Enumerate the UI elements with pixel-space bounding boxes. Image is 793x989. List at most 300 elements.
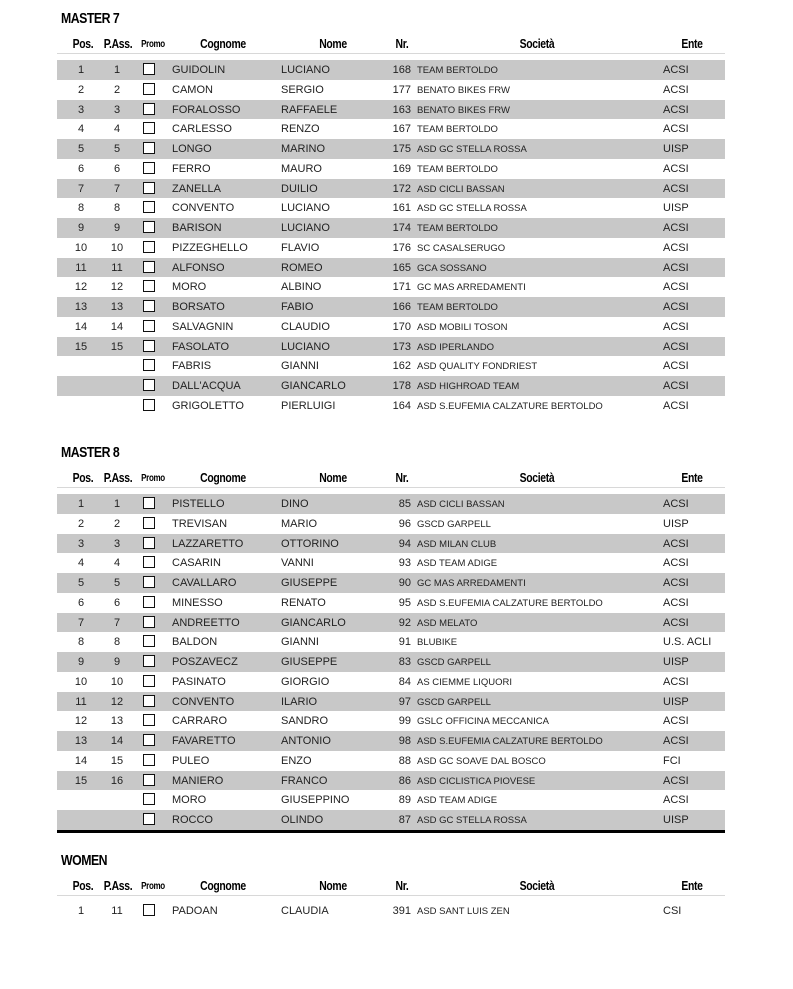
- societa-cell: ASD GC SOAVE DAL BOSCO: [417, 755, 546, 767]
- pos-cell: 1: [77, 498, 85, 510]
- societa-cell: ASD SANT LUIS ZEN: [417, 906, 510, 917]
- societa-cell: ASD TEAM ADIGE: [417, 795, 498, 807]
- promo-checkbox[interactable]: [143, 655, 155, 667]
- societa-cell: TEAM BERTOLDO: [417, 302, 498, 313]
- pos-cell: 13: [74, 301, 88, 313]
- header-pos: Pos.: [72, 36, 94, 51]
- societa-cell: ASD S.EUFEMIA CALZATURE BERTOLDO: [417, 736, 603, 747]
- cognome-cell: POSZAVECZ: [172, 656, 238, 668]
- cognome-cell: MORO: [172, 281, 207, 294]
- cognome-cell: LONGO: [172, 143, 212, 155]
- ente-cell: UISP: [663, 143, 689, 155]
- promo-checkbox[interactable]: [143, 103, 155, 115]
- pos-cell: 3: [77, 103, 85, 116]
- nome-cell: FRANCO: [281, 774, 328, 787]
- promo-checkbox[interactable]: [143, 320, 155, 332]
- pass-cell: 4: [113, 557, 121, 570]
- nr-cell: 95: [398, 596, 411, 609]
- promo-checkbox[interactable]: [143, 399, 155, 411]
- ente-cell: ACSI: [663, 360, 689, 373]
- promo-checkbox[interactable]: [143, 754, 155, 766]
- societa-cell: GC MAS ARREDAMENTI: [417, 282, 526, 294]
- societa-cell: ASD GC STELLA ROSSA: [417, 815, 527, 826]
- pos-cell: 7: [77, 616, 85, 629]
- promo-checkbox[interactable]: [143, 793, 155, 805]
- nome-cell: GIORGIO: [281, 675, 330, 688]
- societa-cell: ASD CICLI BASSAN: [417, 499, 505, 510]
- societa-cell: GSLC OFFICINA MECCANICA: [417, 716, 549, 728]
- promo-checkbox[interactable]: [143, 813, 155, 825]
- promo-checkbox[interactable]: [143, 556, 155, 568]
- nr-cell: 96: [398, 517, 411, 530]
- promo-checkbox[interactable]: [143, 261, 155, 273]
- societa-cell: ASD QUALITY FONDRIEST: [417, 361, 538, 373]
- ente-cell: ACSI: [663, 794, 689, 807]
- nome-cell: ROMEO: [281, 261, 323, 274]
- ente-cell: UISP: [663, 814, 689, 826]
- table-row: [57, 593, 725, 613]
- ente-cell: ACSI: [663, 320, 689, 333]
- promo-checkbox[interactable]: [143, 714, 155, 726]
- pass-cell: 1: [113, 498, 121, 510]
- nome-cell: LUCIANO: [281, 202, 330, 215]
- promo-checkbox[interactable]: [143, 241, 155, 253]
- table-row: [57, 198, 725, 218]
- nome-cell: RENZO: [281, 123, 320, 136]
- nr-cell: 171: [392, 281, 411, 294]
- cognome-cell: MINESSO: [172, 596, 223, 609]
- societa-cell: ASD GC STELLA ROSSA: [417, 203, 527, 215]
- pass-cell: 2: [113, 83, 121, 96]
- table-row: [57, 139, 725, 159]
- pass-cell: 5: [113, 577, 121, 589]
- table-row: [57, 514, 725, 534]
- pass-cell: 13: [110, 715, 124, 728]
- nr-cell: 164: [392, 399, 411, 412]
- ente-cell: ACSI: [663, 577, 689, 589]
- societa-cell: ASD MELATO: [417, 617, 478, 629]
- societa-cell: ASD S.EUFEMIA CALZATURE BERTOLDO: [417, 400, 603, 412]
- ente-cell: ACSI: [663, 596, 689, 609]
- societa-cell: TEAM BERTOLDO: [417, 124, 498, 136]
- nr-cell: 98: [398, 735, 411, 747]
- cognome-cell: ANDREETTO: [172, 616, 240, 629]
- pass-cell: 3: [113, 537, 121, 550]
- table-row: [57, 238, 725, 258]
- table-row: [57, 258, 725, 278]
- header-pass: P.Ass.: [103, 878, 133, 893]
- promo-checkbox[interactable]: [143, 379, 155, 391]
- table-row: [57, 60, 725, 80]
- cognome-cell: TREVISAN: [172, 517, 228, 530]
- cognome-cell: MORO: [172, 794, 207, 807]
- pass-cell: 2: [113, 517, 121, 530]
- pass-cell: 10: [110, 241, 124, 254]
- societa-cell: BENATO BIKES FRW: [417, 104, 510, 116]
- cognome-cell: FAVARETTO: [172, 735, 236, 747]
- table-row: [57, 771, 725, 791]
- results-table: [57, 60, 725, 416]
- ente-cell: ACSI: [663, 103, 689, 116]
- table-row: [57, 573, 725, 593]
- cognome-cell: CONVENTO: [172, 695, 235, 708]
- promo-checkbox[interactable]: [143, 734, 155, 746]
- cognome-cell: FASOLATO: [172, 340, 230, 353]
- header-societa: Società: [519, 36, 555, 51]
- table-row: [57, 810, 725, 830]
- societa-cell: TEAM BERTOLDO: [417, 163, 498, 175]
- ente-cell: ACSI: [663, 380, 689, 392]
- table-row: [57, 100, 725, 120]
- header-societa: Società: [519, 878, 555, 893]
- societa-cell: ASD MILAN CLUB: [417, 538, 497, 550]
- nome-cell: GIANNI: [281, 360, 319, 373]
- nome-cell: GIUSEPPE: [281, 577, 338, 589]
- promo-checkbox[interactable]: [143, 280, 155, 292]
- nr-cell: 90: [398, 577, 411, 589]
- cognome-cell: SALVAGNIN: [172, 320, 234, 333]
- ente-cell: UISP: [663, 517, 689, 530]
- cognome-cell: CAVALLARO: [172, 577, 237, 589]
- pass-cell: 7: [113, 616, 121, 629]
- nome-cell: VANNI: [281, 557, 314, 570]
- pass-cell: 15: [110, 754, 124, 767]
- pass-cell: 15: [110, 340, 124, 353]
- ente-cell: UISP: [663, 695, 689, 708]
- pos-cell: 9: [77, 656, 85, 668]
- nr-cell: 92: [398, 616, 411, 629]
- table-header: [57, 878, 725, 896]
- nome-cell: ALBINO: [281, 281, 322, 294]
- nome-cell: RENATO: [281, 596, 326, 609]
- cognome-cell: GUIDOLIN: [172, 64, 226, 76]
- cognome-cell: CARLESSO: [172, 123, 232, 136]
- nome-cell: ILARIO: [281, 695, 318, 708]
- nr-cell: 178: [392, 380, 411, 392]
- promo-checkbox[interactable]: [143, 63, 155, 75]
- promo-checkbox[interactable]: [143, 162, 155, 174]
- nome-cell: MARINO: [281, 143, 325, 155]
- pos-cell: 6: [77, 596, 85, 609]
- cognome-cell: PIZZEGHELLO: [172, 241, 248, 254]
- header-societa: Società: [519, 470, 555, 485]
- societa-cell: TEAM BERTOLDO: [417, 223, 498, 234]
- societa-cell: ASD TEAM ADIGE: [417, 558, 498, 570]
- section-divider: [57, 830, 725, 833]
- societa-cell: ASD S.EUFEMIA CALZATURE BERTOLDO: [417, 597, 603, 609]
- societa-cell: BENATO BIKES FRW: [417, 84, 510, 96]
- ente-cell: ACSI: [663, 162, 689, 175]
- promo-checkbox[interactable]: [143, 497, 155, 509]
- societa-cell: GSCD GARPELL: [417, 696, 491, 708]
- table-row: [57, 337, 725, 357]
- nome-cell: GIANCARLO: [281, 616, 346, 629]
- table-header: [57, 470, 725, 488]
- nome-cell: LUCIANO: [281, 340, 330, 353]
- header-nome: Nome: [319, 878, 347, 893]
- table-row: [57, 553, 725, 573]
- nr-cell: 167: [392, 123, 411, 136]
- pass-cell: 9: [113, 656, 121, 668]
- table-row: [57, 731, 725, 751]
- pass-cell: 10: [110, 675, 124, 688]
- pos-cell: 14: [74, 320, 88, 333]
- cognome-cell: PISTELLO: [172, 498, 225, 510]
- ente-cell: ACSI: [663, 301, 689, 313]
- pass-cell: 6: [113, 596, 121, 609]
- ente-cell: CSI: [663, 905, 682, 917]
- table-row: [57, 901, 725, 921]
- header-pos: Pos.: [72, 878, 94, 893]
- cognome-cell: FABRIS: [172, 360, 212, 373]
- nr-cell: 85: [398, 498, 411, 510]
- pass-cell: 7: [113, 182, 121, 195]
- table-row: [57, 376, 725, 396]
- cognome-cell: BALDON: [172, 636, 218, 649]
- pass-cell: 3: [113, 103, 121, 116]
- promo-checkbox[interactable]: [143, 517, 155, 529]
- table-row: [57, 277, 725, 297]
- table-row: [57, 218, 725, 238]
- nr-cell: 94: [398, 537, 411, 550]
- pass-cell: 4: [113, 123, 121, 136]
- ente-cell: ACSI: [663, 281, 689, 294]
- results-table: [57, 494, 725, 830]
- promo-checkbox[interactable]: [143, 340, 155, 352]
- societa-cell: ASD GC STELLA ROSSA: [417, 144, 527, 155]
- pos-cell: 12: [74, 715, 88, 728]
- ente-cell: ACSI: [663, 182, 689, 195]
- nome-cell: MAURO: [281, 162, 322, 175]
- nr-cell: 176: [392, 241, 411, 254]
- ente-cell: ACSI: [663, 64, 689, 76]
- pos-cell: 2: [77, 83, 85, 96]
- pos-cell: 15: [74, 774, 88, 787]
- promo-checkbox[interactable]: [143, 83, 155, 95]
- nome-cell: DINO: [281, 498, 309, 510]
- nome-cell: LUCIANO: [281, 222, 330, 234]
- nr-cell: 88: [398, 754, 411, 767]
- promo-checkbox[interactable]: [143, 182, 155, 194]
- promo-checkbox[interactable]: [143, 904, 155, 916]
- nome-cell: CLAUDIO: [281, 320, 330, 333]
- nome-cell: SERGIO: [281, 83, 324, 96]
- promo-checkbox[interactable]: [143, 596, 155, 608]
- societa-cell: TEAM BERTOLDO: [417, 65, 498, 76]
- nr-cell: 91: [398, 636, 411, 649]
- nr-cell: 93: [398, 557, 411, 570]
- header-nr: Nr.: [395, 36, 409, 51]
- cognome-cell: CARRARO: [172, 715, 228, 728]
- promo-checkbox[interactable]: [143, 221, 155, 233]
- promo-checkbox[interactable]: [143, 359, 155, 371]
- nr-cell: 177: [392, 83, 411, 96]
- ente-cell: U.S. ACLI: [663, 636, 712, 649]
- ente-cell: FCI: [663, 754, 681, 767]
- nr-cell: 89: [398, 794, 411, 807]
- nome-cell: GIUSEPPINO: [281, 794, 350, 807]
- pos-cell: 11: [75, 261, 87, 274]
- table-row: [57, 494, 725, 514]
- pos-cell: 1: [77, 905, 85, 917]
- table-header: [57, 36, 725, 54]
- nr-cell: 84: [398, 675, 411, 688]
- header-ente: Ente: [681, 36, 703, 51]
- nome-cell: DUILIO: [281, 182, 318, 195]
- pass-cell: 14: [110, 320, 124, 333]
- ente-cell: UISP: [663, 656, 689, 668]
- pos-cell: 13: [74, 735, 88, 747]
- promo-checkbox[interactable]: [143, 695, 155, 707]
- nome-cell: MARIO: [281, 517, 318, 530]
- pos-cell: 8: [77, 636, 85, 649]
- table-row: [57, 534, 725, 554]
- nome-cell: OLINDO: [281, 814, 324, 826]
- cognome-cell: CASARIN: [172, 557, 221, 570]
- table-row: [57, 632, 725, 652]
- ente-cell: ACSI: [663, 261, 689, 274]
- nome-cell: RAFFAELE: [281, 103, 338, 116]
- nome-cell: LUCIANO: [281, 64, 330, 76]
- promo-checkbox[interactable]: [143, 201, 155, 213]
- pass-cell: 13: [110, 301, 124, 313]
- pass-cell: 12: [110, 695, 124, 708]
- pos-cell: 6: [77, 162, 85, 175]
- societa-cell: GC MAS ARREDAMENTI: [417, 578, 526, 589]
- section-title: MASTER 7: [61, 10, 120, 27]
- nr-cell: 391: [392, 905, 411, 917]
- societa-cell: AS CIEMME LIQUORI: [417, 676, 513, 688]
- promo-checkbox[interactable]: [143, 774, 155, 786]
- ente-cell: ACSI: [663, 123, 689, 136]
- table-row: [57, 356, 725, 376]
- nr-cell: 174: [392, 222, 411, 234]
- cognome-cell: PADOAN: [172, 905, 218, 917]
- pass-cell: 11: [111, 905, 123, 917]
- pos-cell: 2: [77, 517, 85, 530]
- header-pass: P.Ass.: [103, 470, 133, 485]
- pos-cell: 10: [74, 241, 88, 254]
- nr-cell: 173: [392, 340, 411, 353]
- promo-checkbox[interactable]: [143, 122, 155, 134]
- table-row: [57, 692, 725, 712]
- table-row: [57, 711, 725, 731]
- pos-cell: 7: [77, 182, 85, 195]
- cognome-cell: PULEO: [172, 754, 210, 767]
- nr-cell: 172: [392, 182, 411, 195]
- header-promo: Promo: [141, 881, 165, 892]
- table-row: [57, 613, 725, 633]
- pos-cell: 9: [77, 222, 85, 234]
- societa-cell: ASD IPERLANDO: [417, 341, 495, 353]
- pos-cell: 4: [77, 123, 85, 136]
- nome-cell: ENZO: [281, 754, 312, 767]
- pass-cell: 8: [113, 202, 121, 215]
- table-row: [57, 751, 725, 771]
- ente-cell: ACSI: [663, 340, 689, 353]
- table-row: [57, 297, 725, 317]
- ente-cell: ACSI: [663, 537, 689, 550]
- nr-cell: 86: [398, 774, 411, 787]
- pos-cell: 5: [77, 577, 85, 589]
- pass-cell: 11: [111, 261, 123, 274]
- table-row: [57, 159, 725, 179]
- promo-checkbox[interactable]: [143, 675, 155, 687]
- pos-cell: 10: [74, 675, 88, 688]
- nome-cell: GIANCARLO: [281, 380, 346, 392]
- ente-cell: ACSI: [663, 557, 689, 570]
- nr-cell: 169: [392, 162, 411, 175]
- nome-cell: ANTONIO: [281, 735, 331, 747]
- cognome-cell: ALFONSO: [172, 261, 225, 274]
- ente-cell: ACSI: [663, 399, 689, 412]
- nr-cell: 99: [398, 715, 411, 728]
- pos-cell: 1: [77, 64, 85, 76]
- table-row: [57, 80, 725, 100]
- pass-cell: 6: [113, 162, 121, 175]
- pos-cell: 14: [74, 754, 88, 767]
- nr-cell: 168: [392, 64, 411, 76]
- promo-checkbox[interactable]: [143, 635, 155, 647]
- pass-cell: 14: [110, 735, 124, 747]
- table-row: [57, 396, 725, 416]
- cognome-cell: ROCCO: [172, 814, 213, 826]
- cognome-cell: CONVENTO: [172, 202, 235, 215]
- cognome-cell: FERRO: [172, 162, 211, 175]
- nr-cell: 97: [398, 695, 411, 708]
- nr-cell: 165: [392, 261, 411, 274]
- section-title: MASTER 8: [61, 444, 120, 461]
- table-row: [57, 179, 725, 199]
- ente-cell: ACSI: [663, 222, 689, 234]
- nome-cell: FABIO: [281, 301, 314, 313]
- cognome-cell: GRIGOLETTO: [172, 399, 244, 412]
- ente-cell: UISP: [663, 202, 689, 215]
- table-row: [57, 317, 725, 337]
- header-ente: Ente: [681, 878, 703, 893]
- promo-checkbox[interactable]: [143, 142, 155, 154]
- nr-cell: 163: [392, 103, 411, 116]
- ente-cell: ACSI: [663, 83, 689, 96]
- ente-cell: ACSI: [663, 616, 689, 629]
- nome-cell: CLAUDIA: [281, 905, 329, 917]
- pass-cell: 5: [113, 143, 121, 155]
- societa-cell: BLUBIKE: [417, 637, 458, 649]
- section-title: WOMEN: [61, 852, 108, 869]
- nome-cell: GIANNI: [281, 636, 319, 649]
- promo-checkbox[interactable]: [143, 300, 155, 312]
- societa-cell: SC CASALSERUGO: [417, 242, 506, 254]
- cognome-cell: BARISON: [172, 222, 222, 234]
- societa-cell: ASD HIGHROAD TEAM: [417, 381, 520, 392]
- results-table: [57, 901, 725, 921]
- nr-cell: 170: [392, 320, 411, 333]
- nome-cell: SANDRO: [281, 715, 329, 728]
- pass-cell: 16: [110, 774, 124, 787]
- nr-cell: 175: [392, 143, 411, 155]
- table-row: [57, 119, 725, 139]
- promo-checkbox[interactable]: [143, 616, 155, 628]
- promo-checkbox[interactable]: [143, 576, 155, 588]
- nome-cell: GIUSEPPE: [281, 656, 338, 668]
- societa-cell: ASD MOBILI TOSON: [417, 321, 508, 333]
- header-promo: Promo: [141, 39, 165, 50]
- nr-cell: 166: [392, 301, 411, 313]
- header-nr: Nr.: [395, 470, 409, 485]
- cognome-cell: PASINATO: [172, 675, 226, 688]
- table-row: [57, 790, 725, 810]
- promo-checkbox[interactable]: [143, 537, 155, 549]
